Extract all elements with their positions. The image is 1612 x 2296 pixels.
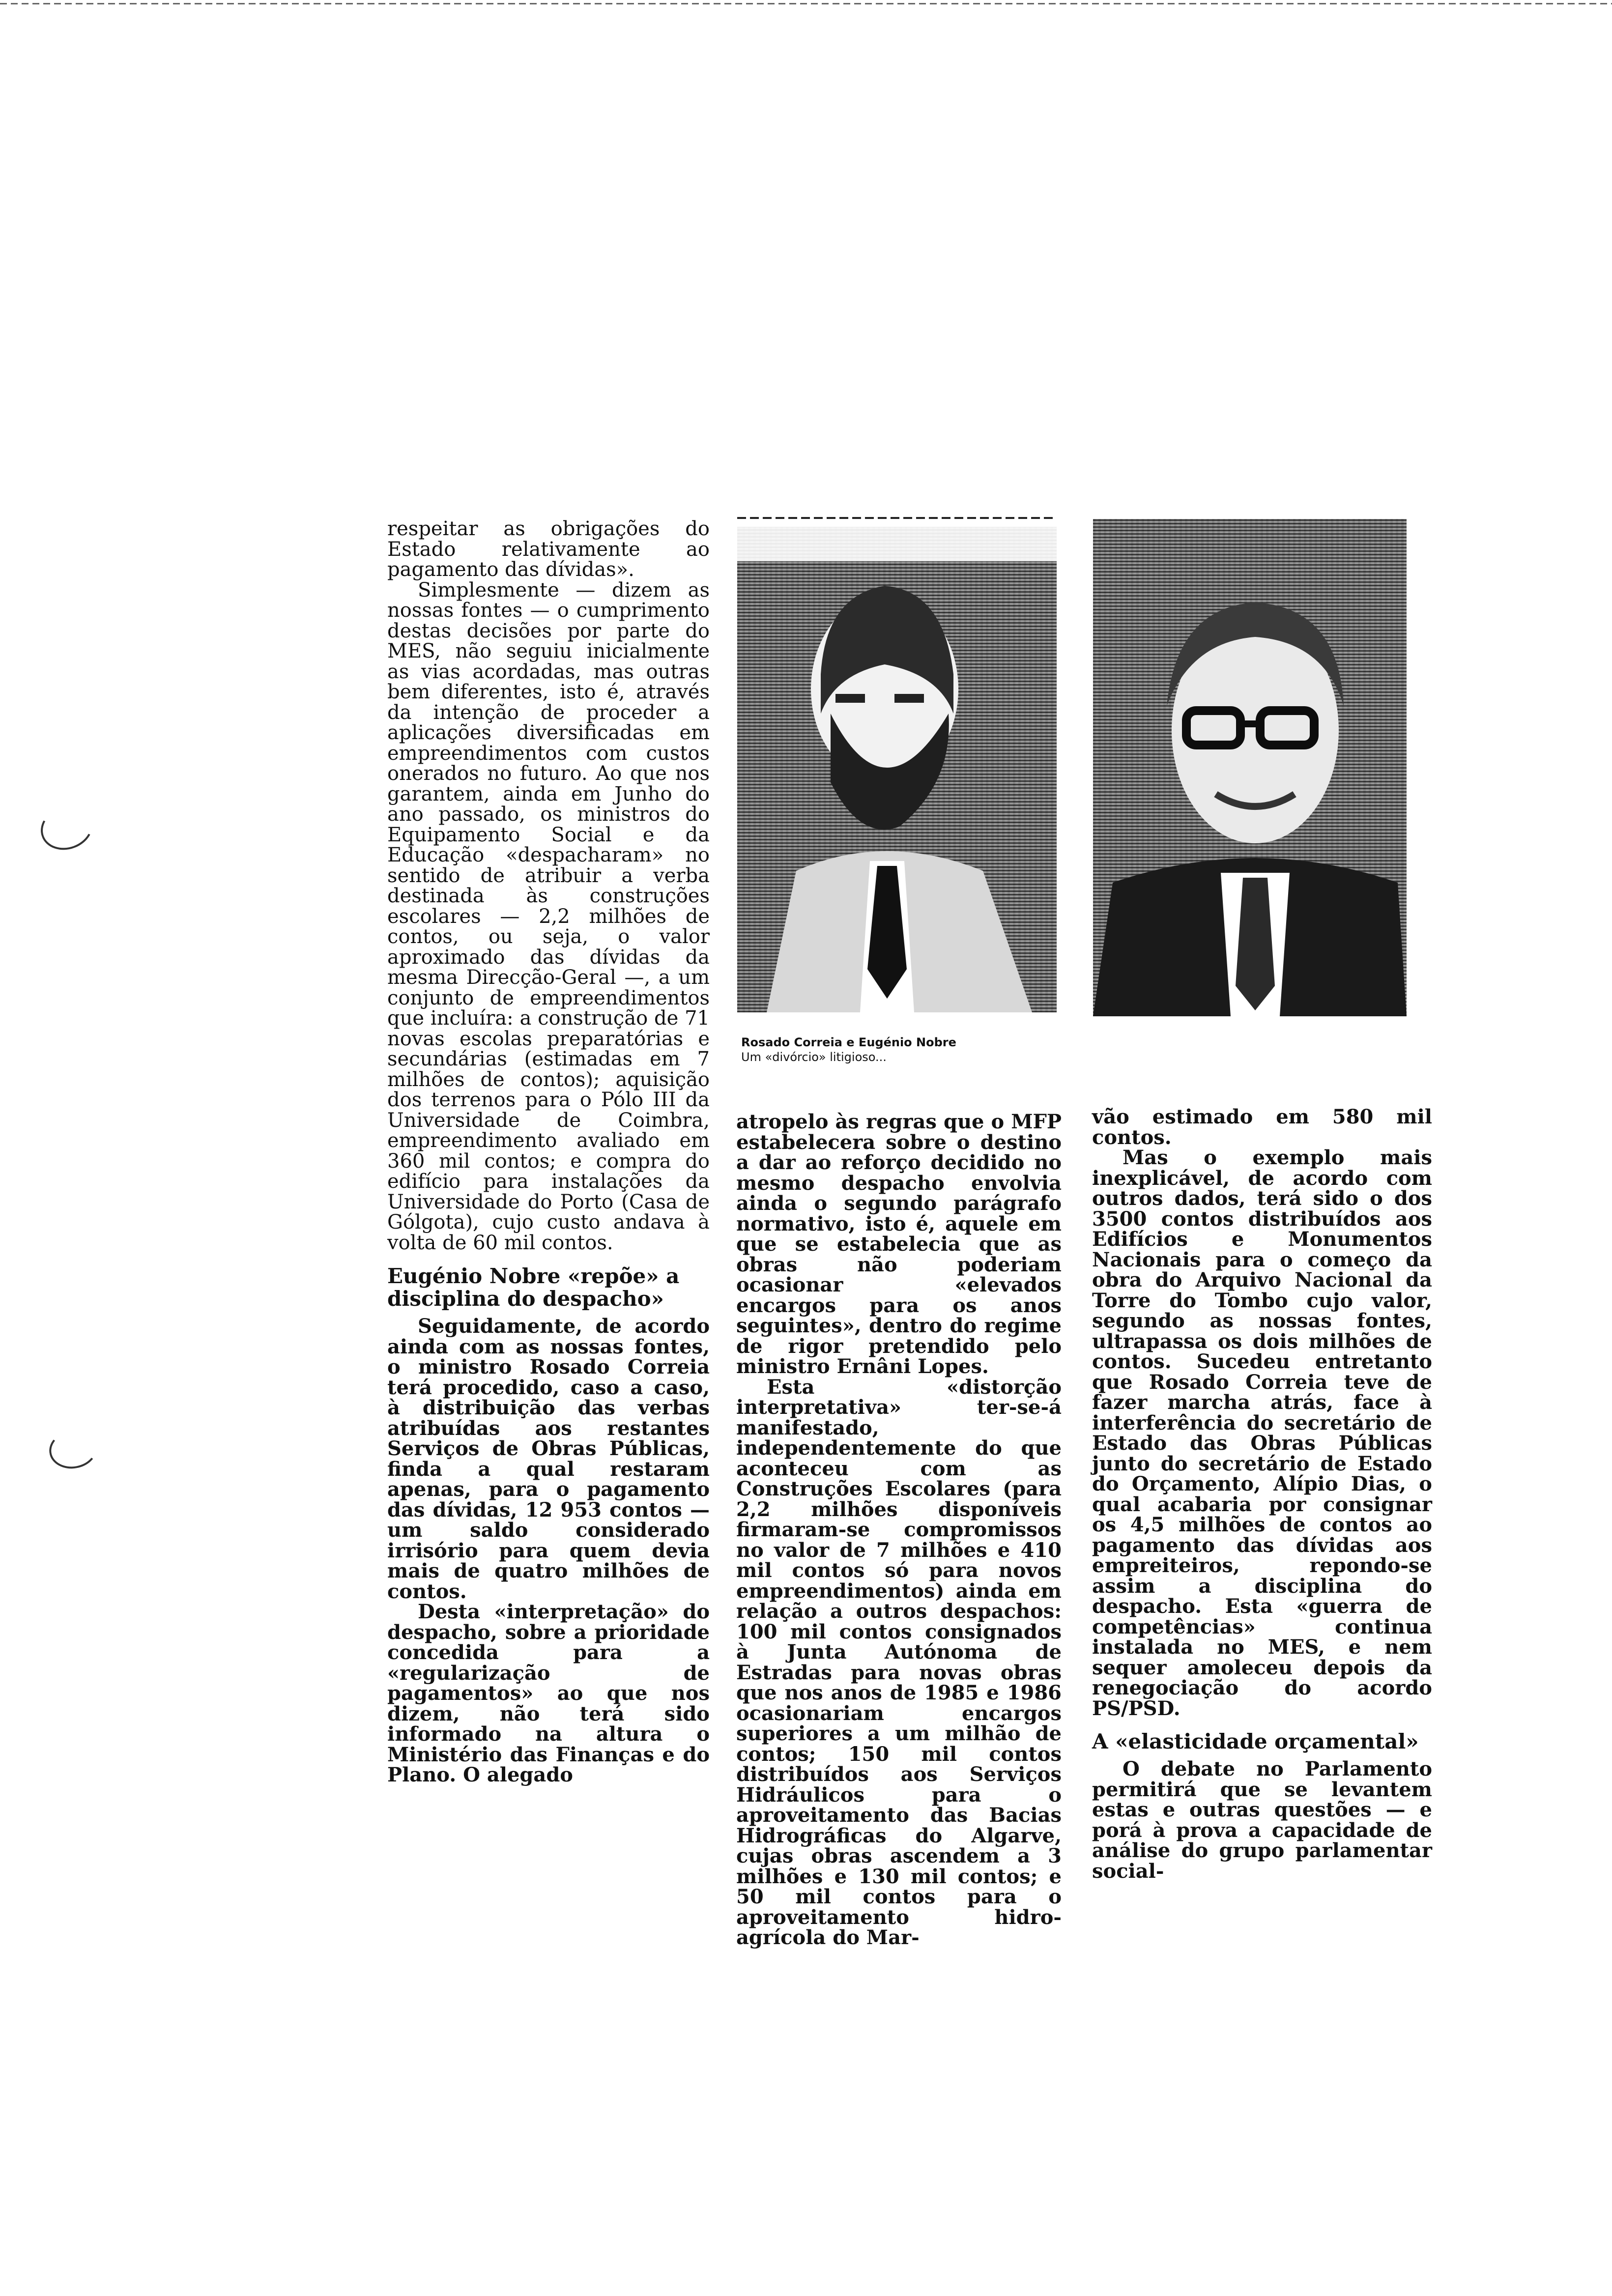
caption-names: Rosado Correia e Eugénio Nobre: [741, 1035, 956, 1049]
col2-paragraph-1: atropelo às regras que o MFP estabelecera sobre o destino a dar ao reforço decidido no mesmo despacho envolvia ainda o segundo parágrafo normativo, isto é, aquele em que se estabelecia que as obras não poderiam ocasionar «elevados encargos para os anos seguintes», dentro do regime de rigor pretendido pelo ministro Ernâni Lopes.: [736, 1110, 1062, 1378]
col3-subheading: A «elasticidade orçamental»: [1092, 1729, 1419, 1753]
photo-caption: [741, 1035, 1056, 1064]
punch-hole-mark-upper: [34, 798, 99, 857]
col1-paragraph-1: respeitar as obrigações do Estado relativamente ao pagamento das dívidas».: [387, 517, 710, 581]
portrait-bearded-man-illustration: [737, 527, 1057, 1012]
punch-hole-mark-lower: [46, 1426, 100, 1472]
col3-paragraph-1: vão estimado em 580 mil contos.: [1092, 1105, 1432, 1149]
caption-text: Um «divórcio» litigioso...: [741, 1050, 887, 1064]
col2-paragraph-2: Esta «distorção interpretativa» ter-se-á manifestado, independentemente do que aconteceu com as Construções Escolares (para 2,2 milhões disponíveis firmaram-se compromissos no valor de 7 milhões e 410 mil contos só para novos empreendimentos) ainda em relação a outros despachos: 100 mil contos consignados à Junta Autónoma de Estradas para novas obras que nos anos de 1985 e 1986 ocasionariam encargos superiores a um milhão de contos; 150 mil contos distribuídos aos Serviços Hidráulicos para o aproveitamento das Bacias Hidrográficas do Algarve, cujas obras ascendem a 3 milhões e 130 mil contos; e 50 mil contos para o aproveitamento hidro-agrícola do Mar-: [736, 1375, 1062, 1949]
col1-paragraph-4: Desta «interpretação» do despacho, sobre a prioridade concedida para a «regularização de pagamentos» ao que nos dizem, não terá sido informado na altura o Ministério das Finanças e do Plano. O alegado: [387, 1600, 710, 1786]
article-column-1: [387, 519, 710, 1785]
photo-bearded-man: [737, 527, 1057, 1012]
article-column-2: [736, 1112, 1062, 1948]
photo-man-with-glasses: [1093, 519, 1407, 1016]
page-top-edge: [0, 3, 1612, 4]
photo-top-rule: [737, 517, 1057, 519]
col1-paragraph-2: Simplesmente — dizem as nossas fontes — o cumprimento destas decisões por parte do MES, não seguiu inicialmente as vias acordadas, mas outras bem diferentes, isto é, através da intenção de proceder a aplicações diversificadas em empreendimentos com custos onerados no futuro. Ao que nos garantem, ainda em Junho do ano passado, os ministros do Equipamento Social e da Educação «despacharam» no sentido de atribuir a verba destinada às construções escolares — 2,2 milhões de contos, ou seja, o valor aproximado das dívidas da mesma Direcção-Geral —, a um conjunto de empreendimentos que incluíra: a construção de 71 novas escolas preparatórias e secundárias (estimadas em 7 milhões de contos); aquisição dos terrenos para o Pólo III da Universidade de Coimbra, empreendimento avaliado em 360 mil contos; e compra do edifício para instalações da Universidade do Porto (Casa de Gólgota), cujo custo andava à volta de 60 mil contos.: [387, 578, 710, 1254]
col1-subheading: Eugénio Nobre «repõe» a disciplina do despacho»: [387, 1264, 680, 1311]
portrait-man-glasses-illustration: [1093, 519, 1407, 1016]
article-column-3: [1092, 1107, 1432, 1881]
col3-paragraph-2: Mas o exemplo mais inexplicável, de acordo com outros dados, terá sido o dos 3500 contos distribuídos aos Edifícios e Monumentos Nacionais para o começo da obra do Arquivo Nacional da Torre do Tombo cujo valor, segundo as nossas fontes, ultrapassa os dois milhões de contos. Sucedeu entretanto que Rosado Correia teve de fazer marcha atrás, face à interferência do secretário de Estado das Obras Públicas junto do secretário de Estado do Orçamento, Alípio Dias, o qual acabaria por consignar os 4,5 milhões de contos ao pagamento das dívidas aos empreiteiros, repondo-se assim a disciplina do despacho. Esta «guerra de competências» continua instalada no MES, e nem sequer amoleceu depois da renegociação do acordo PS/PSD.: [1092, 1146, 1432, 1720]
col1-paragraph-3: Seguidamente, de acordo ainda com as nossas fontes, o ministro Rosado Correia terá procedido, caso a caso, à distribuição das verbas atribuídas aos restantes Serviços de Obras Públicas, finda a qual restaram apenas, para o pagamento das dívidas, 12 953 contos — um saldo considerado irrisório para quem devia mais de quatro milhões de contos.: [387, 1315, 710, 1603]
col3-paragraph-3: O debate no Parlamento permitirá que se levantem estas e outras questões — e porá à prova a capacidade de análise do grupo parlamentar social-: [1092, 1757, 1432, 1883]
